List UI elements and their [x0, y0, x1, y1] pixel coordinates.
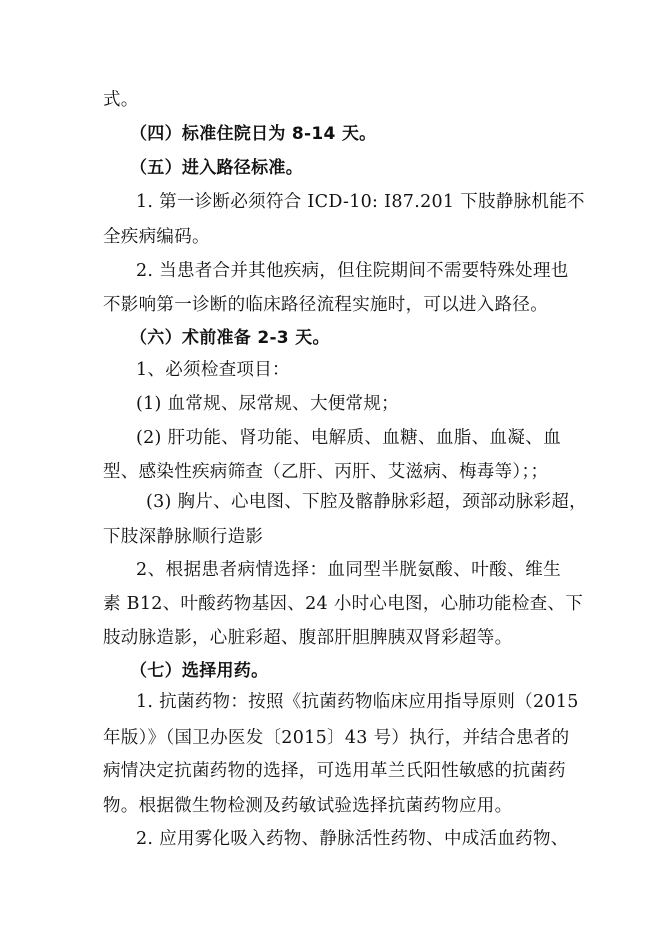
- text-line: 2. 应用雾化吸入药物、静脉活性药物、中成活血药物、: [136, 829, 569, 849]
- text-line: 下肢深静脉顺行造影: [103, 527, 264, 547]
- section-heading: （七）选择用药。: [130, 661, 269, 681]
- text-line: (1) 血常规、尿常规、大便常规；: [136, 394, 399, 414]
- text-line: 素 B12、叶酸药物基因、24 小时心电图，心肺功能检查、下: [103, 594, 584, 614]
- text-line: 式。: [103, 90, 139, 110]
- text-line: 1. 抗菌药物：按照《抗菌药物临床应用指导原则（2015: [136, 692, 579, 712]
- text-line: 不影响第一诊断的临床路径流程实施时，可以进入路径。: [103, 295, 548, 315]
- text-line: 型、感染性疾病筛查（乙肝、丙肝、艾滋病、梅毒等）；；: [103, 462, 549, 482]
- section-heading: （五）进入路径标准。: [130, 158, 303, 178]
- text-line: (2) 肝功能、肾功能、电解质、血糖、血脂、血凝、血: [136, 428, 561, 448]
- text-line: 2、根据患者病情选择：血同型半胱氨酸、叶酸、维生: [136, 560, 561, 580]
- text-line: 物。根据微生物检测及药敏试验选择抗菌药物应用。: [103, 796, 513, 816]
- text-line: 全疾病编码。: [103, 227, 210, 247]
- text-line: 1. 第一诊断必须符合 ICD-10: I87.201 下肢静脉机能不: [136, 192, 585, 212]
- section-heading: （四）标准住院日为 8-14 天。: [130, 124, 377, 144]
- text-line: 1、必须检查项目：: [136, 360, 290, 380]
- text-line: (3) 胸片、心电图、下腔及髂静脉彩超，颈部动脉彩超，: [146, 492, 587, 512]
- text-line: 年版）》（国卫办医发〔2015〕43 号）执行，并结合患者的: [103, 728, 570, 748]
- text-line: 病情决定抗菌药物的选择，可选用革兰氏阳性敏感的抗菌药: [103, 761, 566, 781]
- section-heading: （六）术前准备 2-3 天。: [130, 328, 330, 348]
- text-line: 肢动脉造影，心脏彩超、腹部肝胆脾胰双肾彩超等。: [103, 628, 513, 648]
- text-line: 2. 当患者合并其他疾病，但住院期间不需要特殊处理也: [136, 261, 569, 281]
